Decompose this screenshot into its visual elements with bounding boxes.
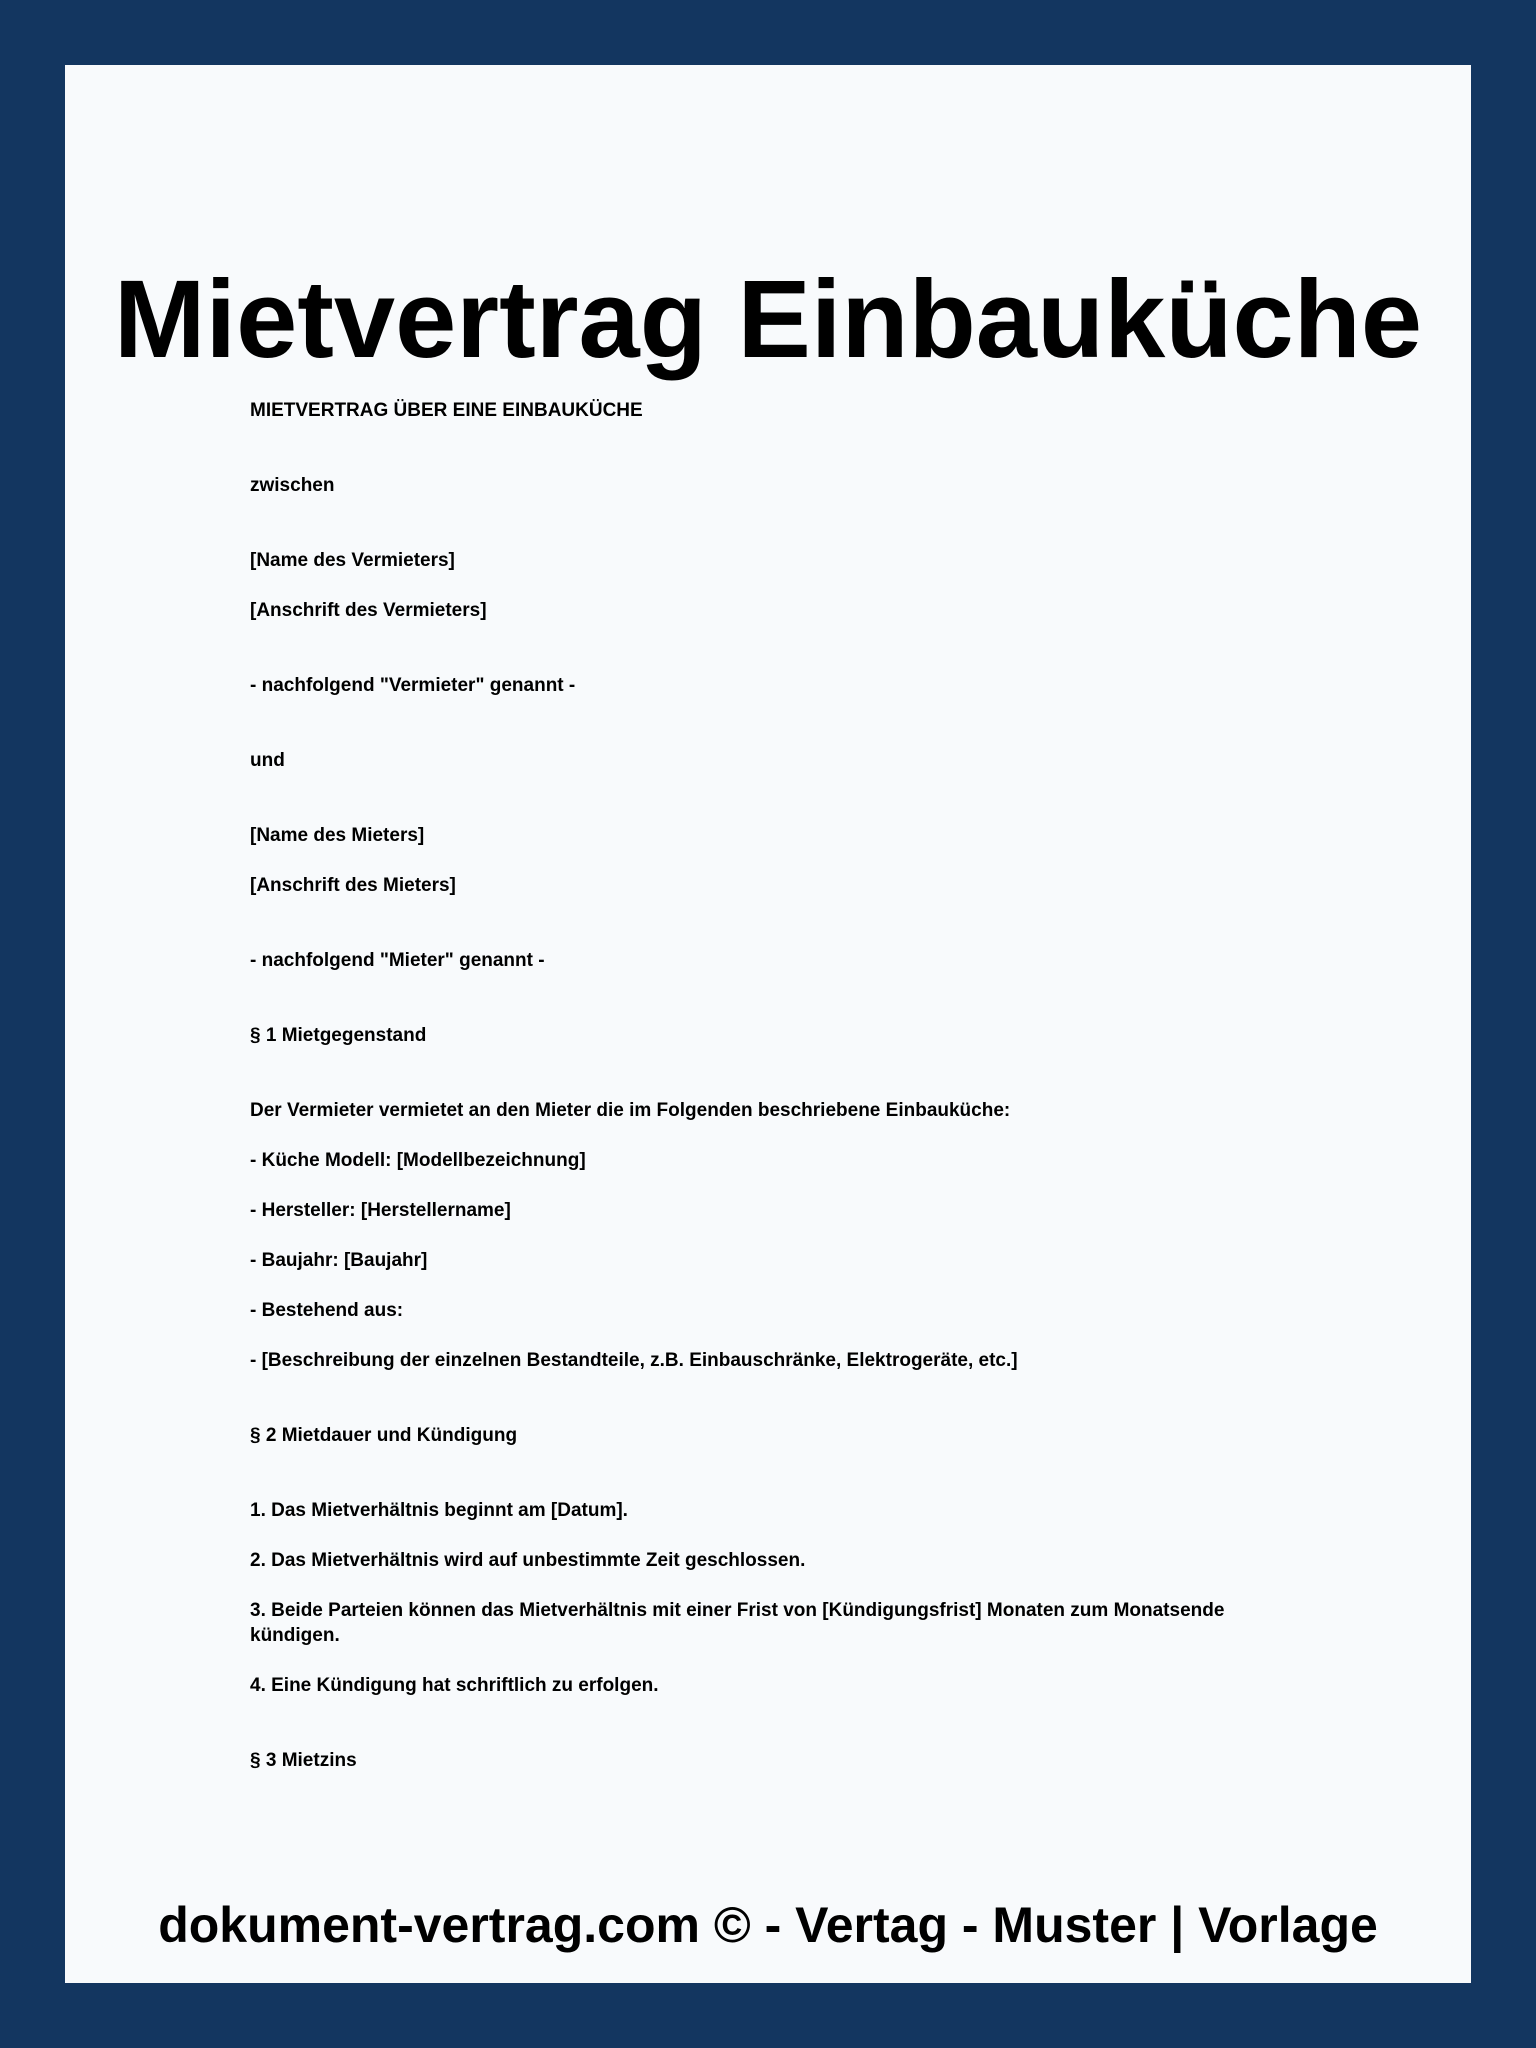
- landlord-address-placeholder: [Anschrift des Vermieters]: [250, 600, 487, 621]
- list-item-kitchen-model: - Küche Modell: [Modellbezeichnung]: [250, 1150, 586, 1171]
- list-item-consisting-of: - Bestehend aus:: [250, 1300, 404, 1321]
- tenant-designation: - nachfolgend "Mieter" genannt -: [250, 950, 545, 971]
- text-line-between: zwischen: [250, 475, 335, 496]
- clause-2-3: 3. Beide Parteien können das Mietverhältnis mit einer Frist von [Kündigungsfrist] Monaten zum Monatsende kündigen.: [250, 1600, 1225, 1646]
- document-title: Mietvertrag Einbauküche: [113, 258, 1423, 381]
- landlord-name-placeholder: [Name des Vermieters]: [250, 550, 455, 571]
- clause-2-2: 2. Das Mietverhältnis wird auf unbestimmte Zeit geschlossen.: [250, 1550, 806, 1571]
- tenant-address-placeholder: [Anschrift des Mieters]: [250, 875, 456, 896]
- contract-heading: MIETVERTRAG ÜBER EINE EINBAUKÜCHE: [250, 400, 643, 421]
- text-line-and: und: [250, 750, 285, 771]
- document-page: [65, 65, 1471, 1983]
- section-1-intro: Der Vermieter vermietet an den Mieter die im Folgenden beschriebene Einbauküche:: [250, 1100, 1011, 1121]
- section-2-heading: § 2 Mietdauer und Kündigung: [250, 1425, 518, 1446]
- clause-2-4: 4. Eine Kündigung hat schriftlich zu erfolgen.: [250, 1675, 659, 1696]
- list-item-components: - [Beschreibung der einzelnen Bestandteile, z.B. Einbauschränke, Elektrogeräte, etc.]: [250, 1350, 1018, 1371]
- footer-watermark: dokument-vertrag.com © - Vertag - Muster | Vorlage: [158, 1897, 1378, 1953]
- landlord-designation: - nachfolgend "Vermieter" genannt -: [250, 675, 576, 696]
- list-item-year: - Baujahr: [Baujahr]: [250, 1250, 428, 1271]
- list-item-manufacturer: - Hersteller: [Herstellername]: [250, 1200, 511, 1221]
- clause-2-1: 1. Das Mietverhältnis beginnt am [Datum].: [250, 1500, 628, 1521]
- tenant-name-placeholder: [Name des Mieters]: [250, 825, 425, 846]
- section-1-heading: § 1 Mietgegenstand: [250, 1025, 427, 1046]
- section-3-heading: § 3 Mietzins: [250, 1750, 357, 1771]
